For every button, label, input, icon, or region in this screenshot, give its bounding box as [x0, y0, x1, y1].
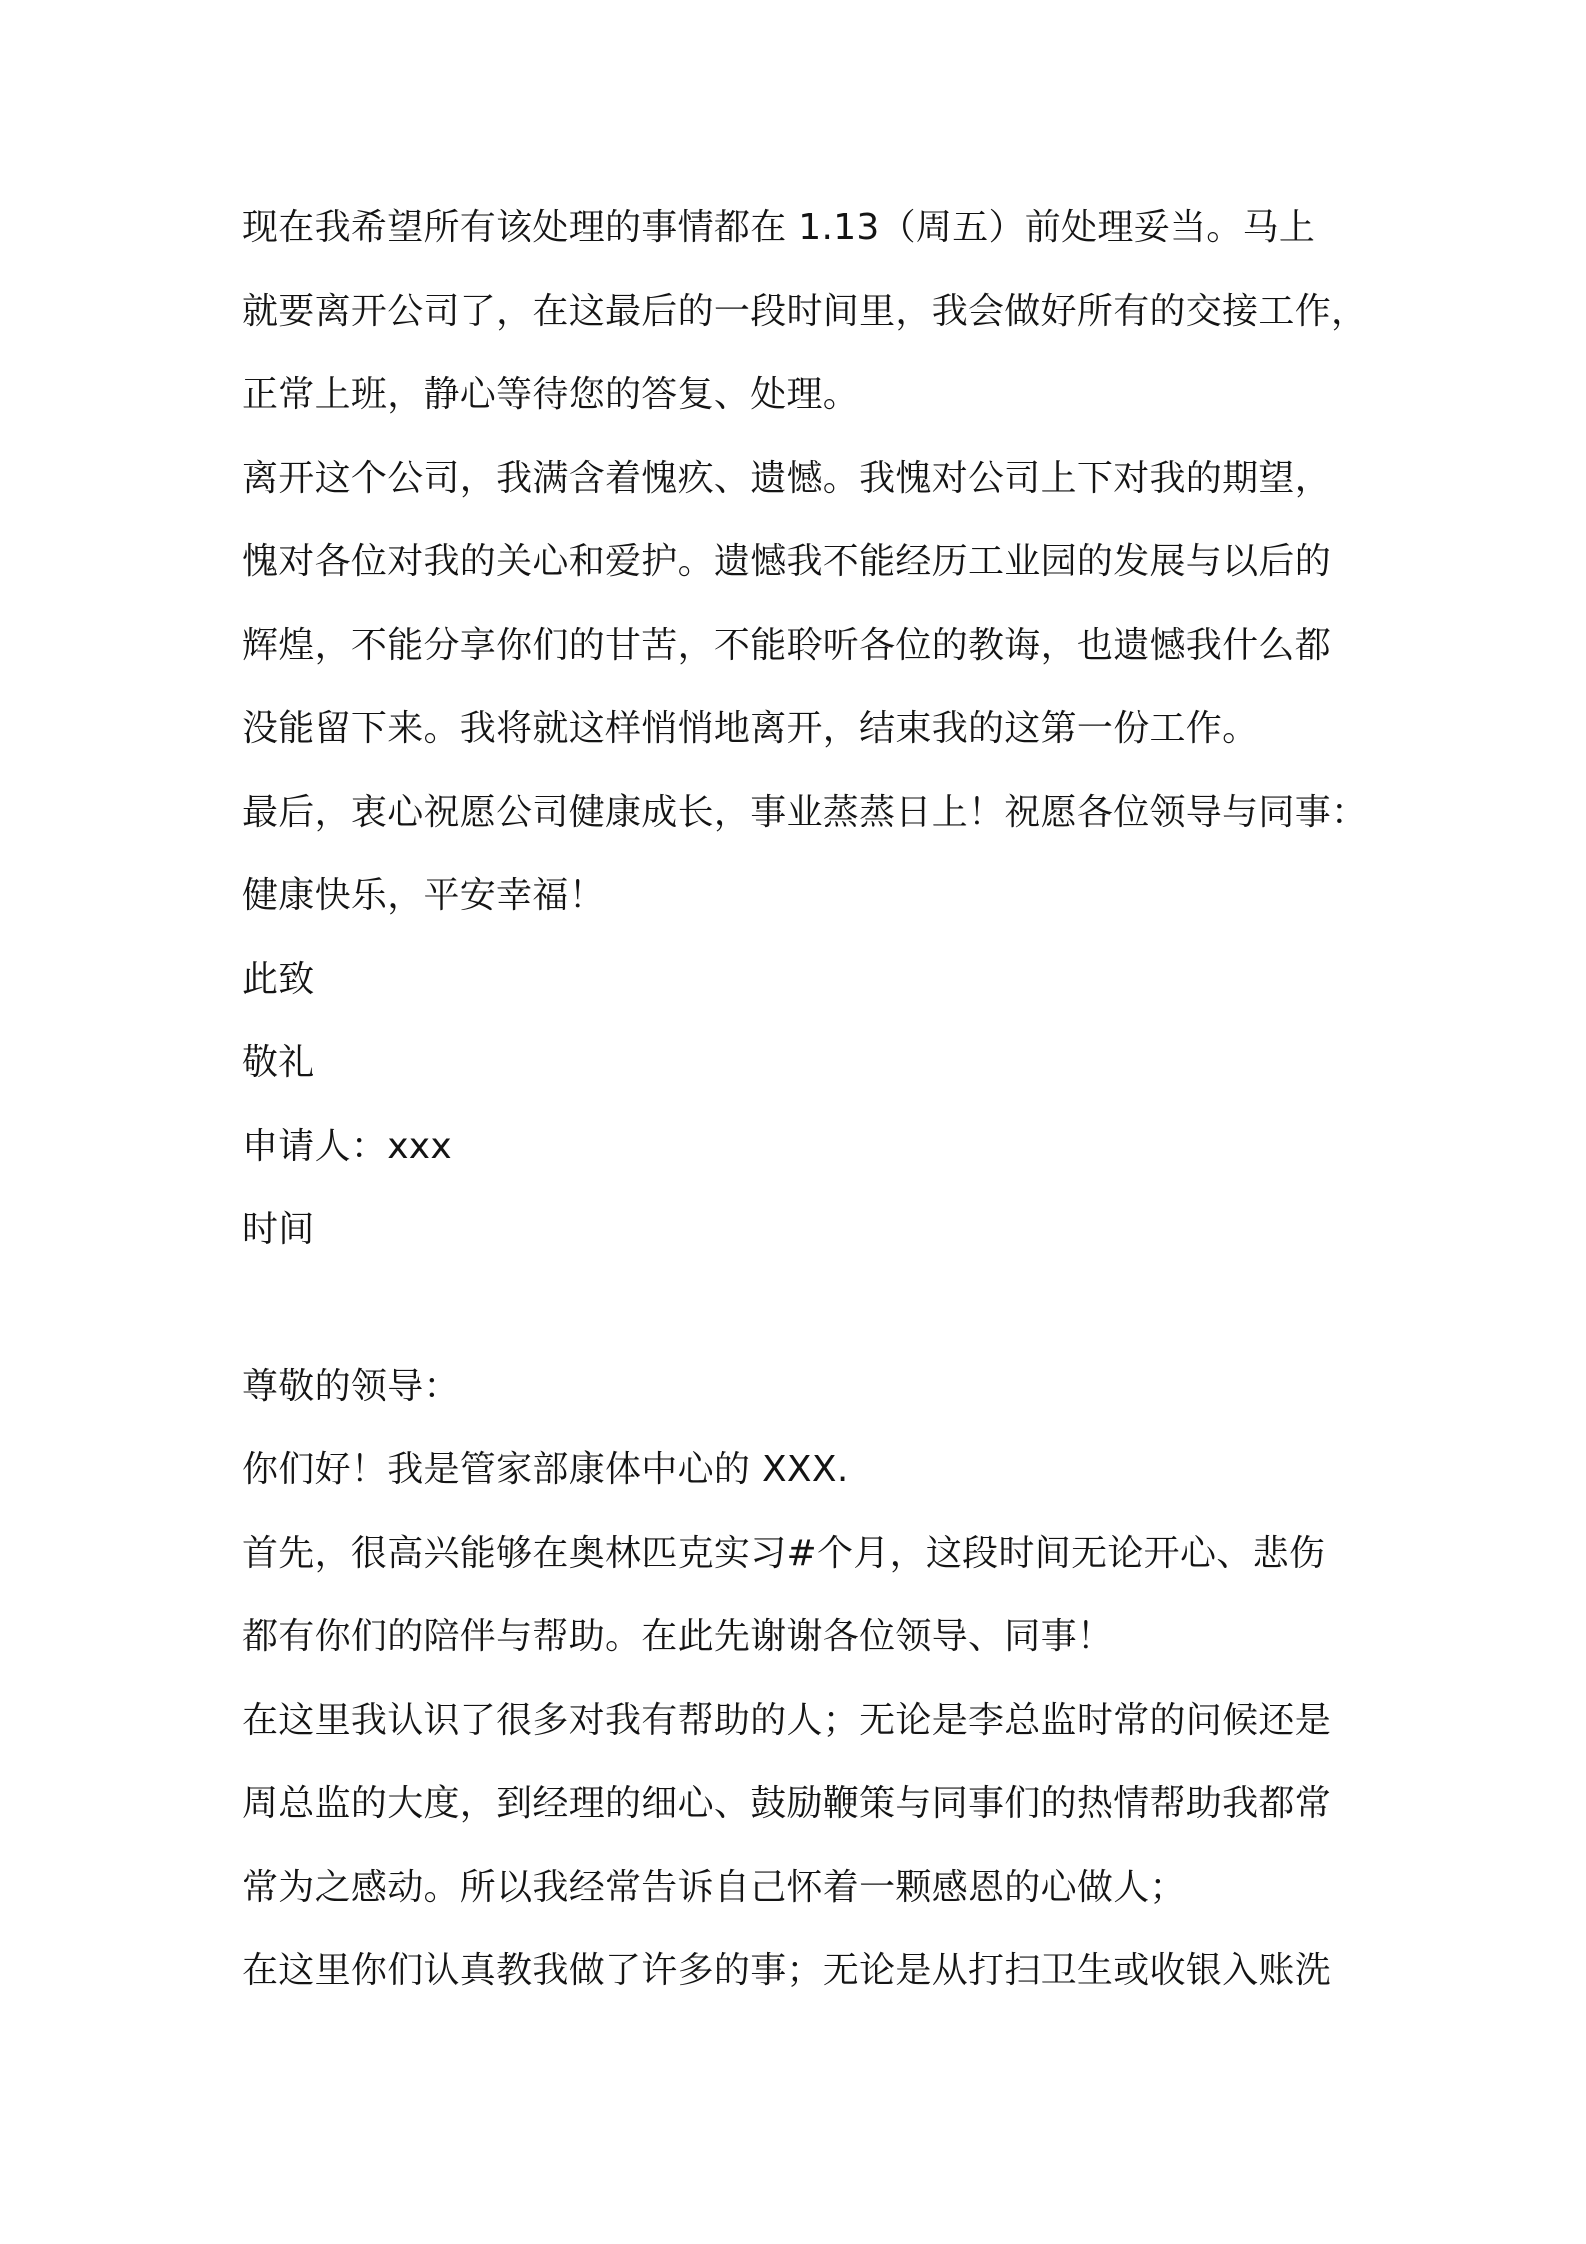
letter-section-closing: [242, 186, 1368, 1272]
section-gap: [242, 1272, 1357, 1345]
signature-line: 申请人：xxx: [242, 1125, 453, 1167]
date-line: 时间: [242, 1209, 315, 1250]
paragraph-line: 没能留下来。我将就这样悄悄地离开，结束我的这第一份工作。: [242, 708, 1259, 749]
salutation-line: 此致: [242, 958, 315, 1000]
paragraph-line: 辉煌，不能分享你们的甘苦，不能聆听各位的教诲，也遗憾我什么都: [242, 624, 1332, 666]
paragraph-line: 周总监的大度，到经理的细心、鼓励鞭策与同事们的热情帮助我都常: [242, 1783, 1332, 1824]
greeting-line: 尊敬的领导：: [242, 1365, 460, 1407]
letter-section-opening: [242, 1345, 1357, 2013]
paragraph-line: 你们好！我是管家部康体中心的 XXX.: [242, 1449, 849, 1490]
salutation-line: 敬礼: [242, 1042, 315, 1083]
paragraph-line: 都有你们的陪伴与帮助。在此先谢谢各位领导、同事！: [242, 1616, 1114, 1657]
paragraph-line: 离开这个公司，我满含着愧疚、遗憾。我愧对公司上下对我的期望，: [242, 457, 1332, 499]
paragraph-line: 愧对各位对我的关心和爱护。遗憾我不能经历工业园的发展与以后的: [242, 541, 1332, 582]
paragraph-line: 首先，很高兴能够在奥林匹克实习#个月，这段时间无论开心、悲伤: [242, 1532, 1326, 1574]
paragraph-line: 正常上班，静心等待您的答复、处理。: [242, 374, 860, 415]
paragraph-line: 常为之感动。所以我经常告诉自己怀着一颗感恩的心做人；: [242, 1866, 1186, 1908]
document-body: [242, 186, 1368, 2013]
paragraph-line: 最后，衷心祝愿公司健康成长，事业蒸蒸日上！祝愿各位领导与同事：: [242, 791, 1368, 833]
paragraph-line: 健康快乐，平安幸福！: [242, 875, 606, 916]
paragraph-line: 就要离开公司了，在这最后的一段时间里，我会做好所有的交接工作，: [242, 290, 1368, 332]
paragraph-line: 在这里我认识了很多对我有帮助的人；无论是李总监时常的问候还是: [242, 1699, 1332, 1741]
paragraph-line: 在这里你们认真教我做了许多的事；无论是从打扫卫生或收银入账洗: [242, 1950, 1332, 1991]
paragraph-line: 现在我希望所有该处理的事情都在 1.13（周五）前处理妥当。马上: [242, 207, 1316, 248]
